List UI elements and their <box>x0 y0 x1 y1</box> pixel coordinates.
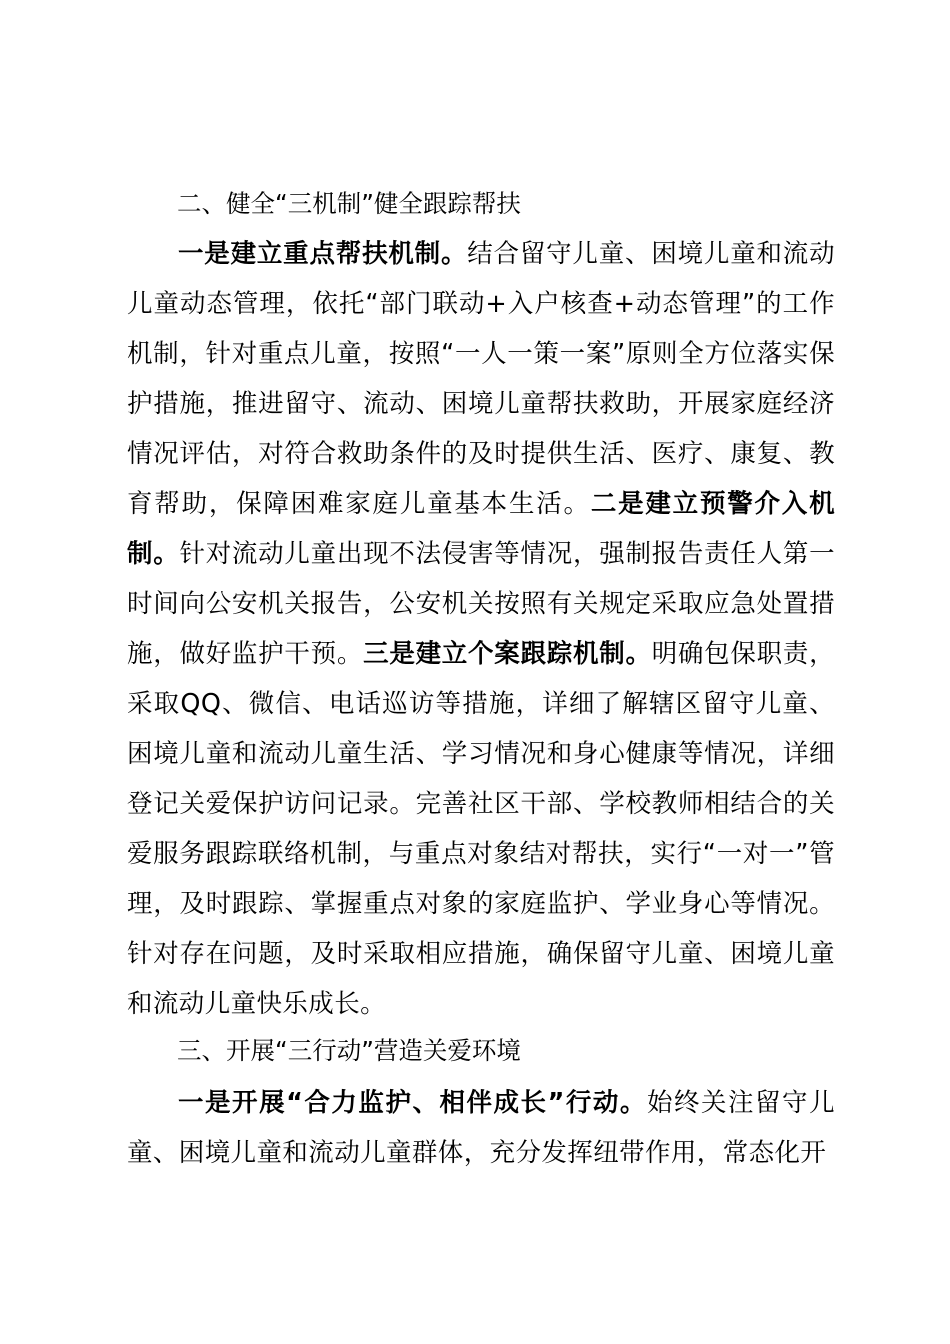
section-2-body <box>127 229 835 1029</box>
bold-lead-3: 三是建立个案跟踪机制。 <box>363 639 652 669</box>
section-heading-2: 二、健全“三机制”健全跟踪帮扶 <box>177 189 521 218</box>
bold-lead-1: 一是建立重点帮扶机制。 <box>178 239 468 269</box>
section-3-body <box>127 1078 835 1178</box>
bold-lead-2: 二是建立预警介入机制。 <box>127 489 835 569</box>
bold-lead-4: 一是开展“合力监护、相伴成长”行动。 <box>178 1088 647 1118</box>
body-text-4: 始终关注留守儿童、困境儿童和流动儿童群体，充分发挥纽带作用，常态化开 <box>127 1088 835 1168</box>
body-text-3: 明确包保职责，采取QQ、微信、电话巡访等措施，详细了解辖区留守儿童、困境儿童和流动儿童生活、学习情况和身心健康等情况，详细登记关爱保护访问记录。完善社区干部、学校教师相结合的关爱服务跟踪联络机制，与重点对象结对帮扶，实行“一对一”管理，及时跟踪、掌握重点对象的家庭监护、学业身心等情况。针对存在问题，及时采取相应措施，确保留守儿童、困境儿童和流动儿童快乐成长。 <box>127 639 835 1019</box>
body-text-1: 结合留守儿童、困境儿童和流动儿童动态管理，依托“部门联动+入户核查+动态管理”的工作机制，针对重点儿童，按照“一人一策一案”原则全方位落实保护措施，推进留守、流动、困境儿童帮扶救助，开展家庭经济情况评估，对符合救助条件的及时提供生活、医疗、康复、教育帮助，保障困难家庭儿童基本生活。 <box>127 239 835 519</box>
section-heading-3: 三、开展“三行动”营造关爱环境 <box>177 1036 521 1065</box>
body-text-2: 针对流动儿童出现不法侵害等情况，强制报告责任人第一时间向公安机关报告，公安机关按照有关规定采取应急处置措施，做好监护干预。 <box>127 539 835 669</box>
